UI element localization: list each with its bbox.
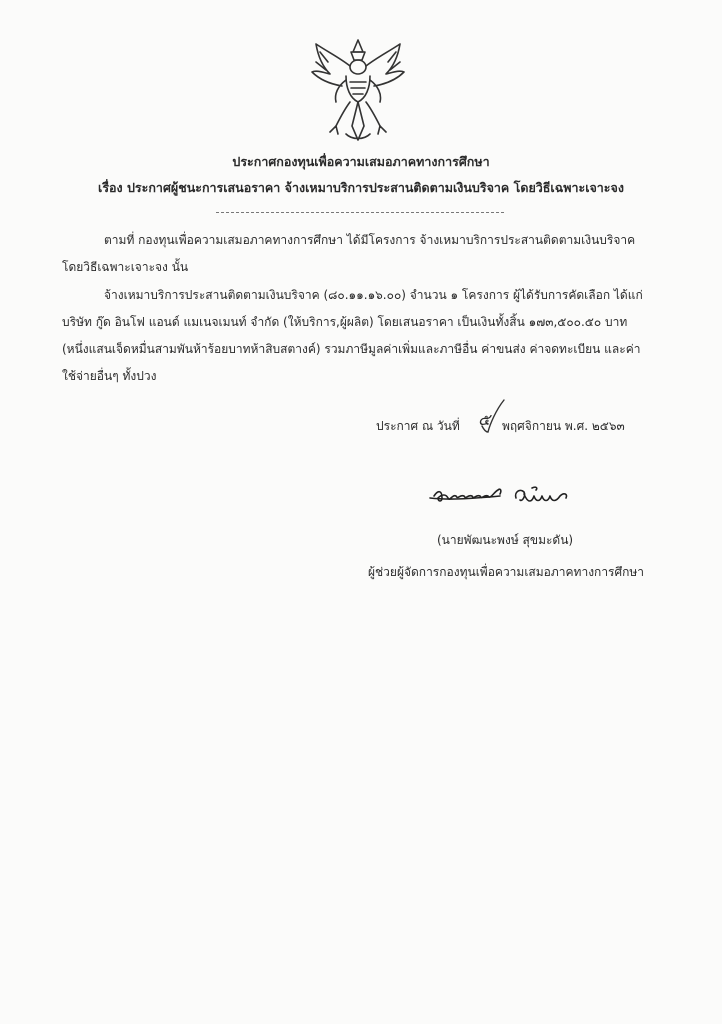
paragraph1-line1: ตามที่ กองทุนเพื่อความเสมอภาคทางการศึกษา ได้มีโครงการ จ้างเหมาบริการประสานติดตามเงินบริจาค xyxy=(104,233,636,247)
paragraph2-line4: ใช้จ่ายอื่นๆ ทั้งปวง xyxy=(62,369,157,383)
signer-position: ผู้ช่วยผู้จัดการกองทุนเพื่อความเสมอภาคทางการศึกษา xyxy=(368,565,645,579)
separator-line xyxy=(216,212,504,213)
signer-name: (นายพัฒนะพงษ์ สุขมะดัน) xyxy=(437,533,574,547)
announcement-subject: เรื่อง ประกาศผู้ชนะการเสนอราคา จ้างเหมาบริการประสานติดตามเงินบริจาค โดยวิธีเฉพาะเจาะจง xyxy=(98,180,624,195)
garuda-emblem-icon xyxy=(306,36,410,144)
handwritten-signature-icon xyxy=(428,480,584,514)
announce-date-rest: พฤศจิกายน พ.ศ. ๒๕๖๓ xyxy=(502,419,625,433)
paragraph2-line3: (หนึ่งแสนเจ็ดหมื่นสามพันห้าร้อยบาทห้าสิบสตางค์) รวมภาษีมูลค่าเพิ่มและภาษีอื่น ค่าขนส่ง ค่าจดทะเบียน และค่า xyxy=(62,342,641,356)
announcement-title: ประกาศกองทุนเพื่อความเสมอภาคทางการศึกษา xyxy=(232,154,490,169)
paragraph2-line1: จ้างเหมาบริการประสานติดตามเงินบริจาค (๘๐.๑๑.๑๖.๐๐) จำนวน ๑ โครงการ ผู้ได้รับการคัดเลือก ได้แก่ xyxy=(104,288,643,302)
paragraph2-line2: บริษัท กู๊ด อินโฟ แอนด์ แมเนจเมนท์ จำกัด (ให้บริการ,ผู้ผลิต) โดยเสนอราคา เป็นเงินทั้งสิ้น ๑๗๓,๕๐๐.๕๐ บาท xyxy=(62,315,628,329)
announce-day-handwritten: ๕ xyxy=(478,410,491,429)
announce-date-prefix: ประกาศ ณ วันที่ xyxy=(376,419,460,433)
paragraph1-line2: โดยวิธีเฉพาะเจาะจง นั้น xyxy=(62,260,189,274)
